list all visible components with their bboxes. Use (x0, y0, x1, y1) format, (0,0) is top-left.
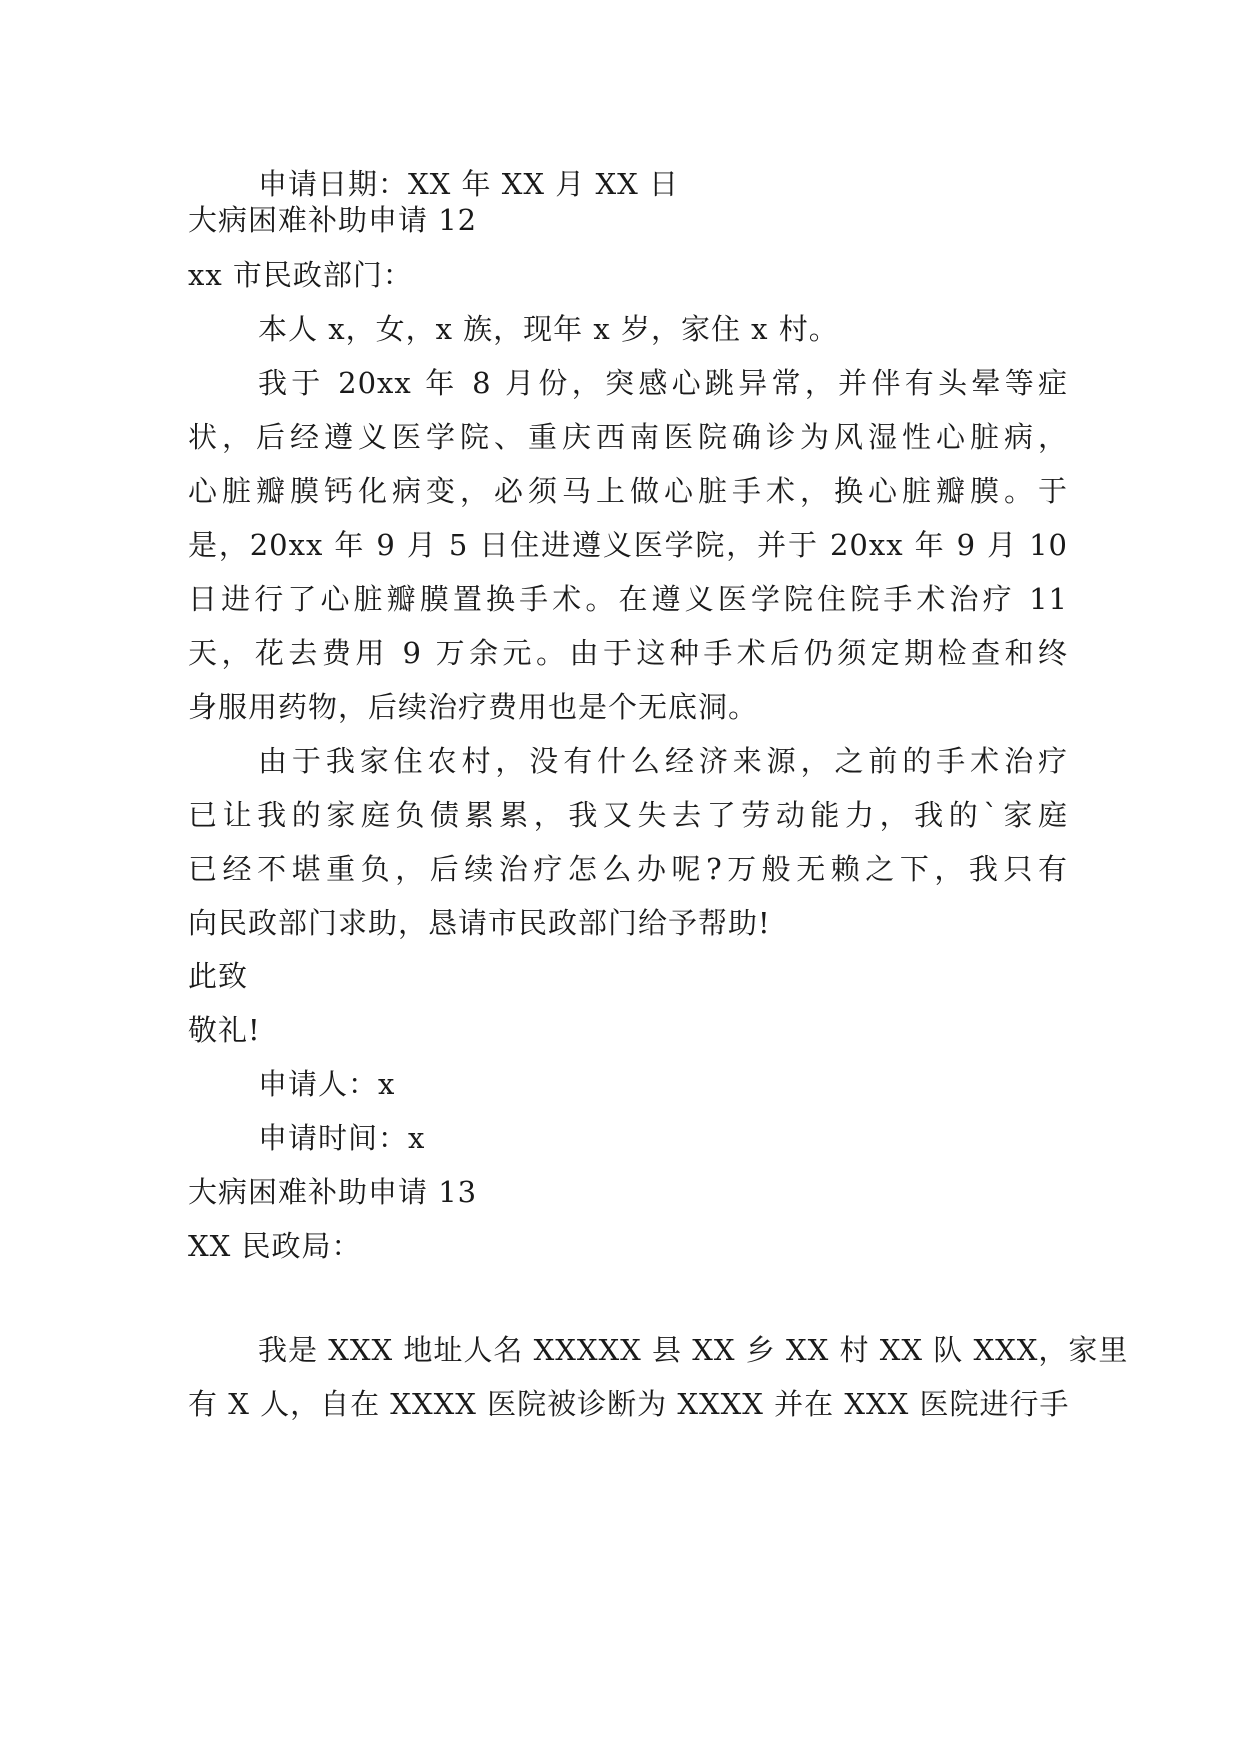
body-line: 日进行了心脏瓣膜置换手术。在遵义医学院住院手术治疗 11 (188, 582, 1068, 616)
body-line: 本人 x，女，x 族，现年 x 岁，家住 x 村。 (258, 312, 839, 346)
closing-line: 敬礼! (188, 1013, 261, 1047)
recipient-line: XX 民政局： (188, 1229, 362, 1263)
body-line: 我于 20xx 年 8 月份，突感心跳异常，并伴有头晕等症 (258, 366, 1068, 400)
body-line: 是，20xx 年 9 月 5 日住进遵义医学院，并于 20xx 年 9 月 10 (188, 528, 1068, 562)
application-time: 申请时间：x (258, 1121, 426, 1155)
body-line: 已经不堪重负，后续治疗怎么办呢?万般无赖之下，我只有 (188, 852, 1068, 886)
section-title-12: 大病困难补助申请 12 (188, 203, 478, 237)
body-line: 心脏瓣膜钙化病变，必须马上做心脏手术，换心脏瓣膜。于 (188, 474, 1068, 508)
applicant-line: 申请人：x (258, 1067, 396, 1101)
section-title-13: 大病困难补助申请 13 (188, 1175, 478, 1209)
body-line: 有 X 人，自在 XXXX 医院被诊断为 XXXX 并在 XXX 医院进行手 (188, 1387, 1070, 1421)
body-line: 由于我家住农村，没有什么经济来源，之前的手术治疗 (258, 744, 1068, 778)
body-line: 身服用药物，后续治疗费用也是个无底洞。 (188, 690, 759, 724)
closing-line: 此致 (188, 959, 249, 993)
body-line: 已让我的家庭负债累累，我又失去了劳动能力，我的`家庭 (188, 798, 1068, 832)
application-date: 申请日期：XX 年 XX 月 XX 日 (258, 167, 679, 201)
body-line: 我是 XXX 地址人名 XXXXX 县 XX 乡 XX 村 XX 队 XXX，家里 (258, 1333, 1129, 1367)
body-line: 状，后经遵义医学院、重庆西南医院确诊为风湿性心脏病， (188, 420, 1068, 454)
body-line: 天，花去费用 9 万余元。由于这种手术后仍须定期检查和终 (188, 636, 1068, 670)
body-line: 向民政部门求助，恳请市民政部门给予帮助! (188, 906, 771, 940)
recipient-line: xx 市民政部门： (188, 258, 413, 292)
